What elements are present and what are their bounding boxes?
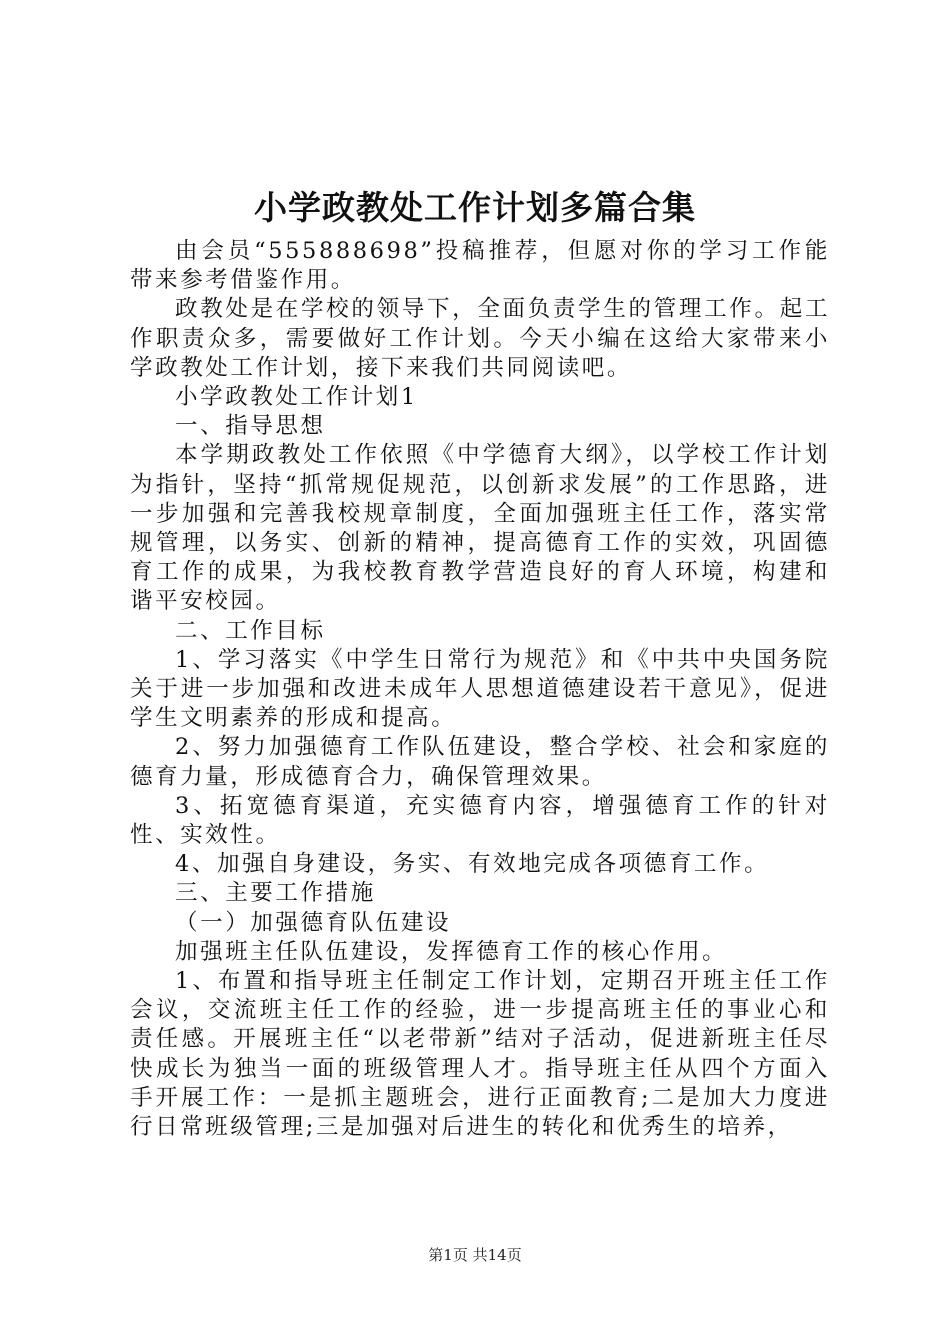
document-body xyxy=(130,237,830,1142)
list-item-goal-3: 3、拓宽德育渠道，充实德育内容，增强德育工作的针对性、实效性。 xyxy=(130,792,830,849)
paragraph-guiding-thought: 本学期政教处工作依照《中学德育大纲》，以学校工作计划为指针，坚持“抓常规促规范，以创新求发展”的工作思路，进一步加强和完善我校规章制度，全面加强班主任工作，落实常规管理，以务实、创新的精神，提高德育工作的实效，巩固德育工作的成果，为我校教育教学营造良好的育人环境，构建和谐平安校园。 xyxy=(130,442,830,615)
paragraph-summary: 政教处是在学校的领导下，全面负责学生的管理工作。起工作职责众多，需要做好工作计划。今天小编在这给大家带来小学政教处工作计划，接下来我们共同阅读吧。 xyxy=(130,296,830,381)
list-item-goal-4: 4、加强自身建设，务实、有效地完成各项德育工作。 xyxy=(175,851,770,878)
heading-main-measures: 三、主要工作措施 xyxy=(175,880,376,907)
section-heading-plan-1: 小学政教处工作计划1 xyxy=(175,384,418,411)
list-item-measure-1: 1、布置和指导班主任制定工作计划，定期召开班主任工作会议，交流班主任工作的经验，进一步提高班主任的事业心和责任感。开展班主任“以老带新”结对子活动，促进新班主任尽快成长为独当一面的班级管理人才。指导班主任从四个方面入手开展工作：一是抓主题班会，进行正面教育;二是加大力度进行日常班级管理;三是加强对后进生的转化和优秀生的培养， xyxy=(130,968,830,1141)
heading-work-goals: 二、工作目标 xyxy=(175,617,326,644)
list-item-goal-2: 2、努力加强德育工作队伍建设，整合学校、社会和家庭的德育力量，形成德育合力，确保管理效果。 xyxy=(130,734,830,790)
heading-guiding-thought: 一、指导思想 xyxy=(175,413,326,440)
subheading-team-building: （一）加强德育队伍建设 xyxy=(175,909,452,936)
page-footer: 第1页 共14页 xyxy=(428,1246,522,1264)
list-item-goal-1: 1、学习落实《中学生日常行为规范》和《中共中央国务院关于进一步加强和改进未成年人思想道德建设若干意见》，促进学生文明素养的形成和提高。 xyxy=(130,646,830,732)
paragraph-team-building: 加强班主任队伍建设，发挥德育工作的核心作用。 xyxy=(175,938,728,965)
document-title: 小学政教处工作计划多篇合集 xyxy=(254,188,696,227)
paragraph-intro: 由会员“555888698”投稿推荐，但愿对你的学习工作能带来参考借鉴作用。 xyxy=(130,238,830,294)
